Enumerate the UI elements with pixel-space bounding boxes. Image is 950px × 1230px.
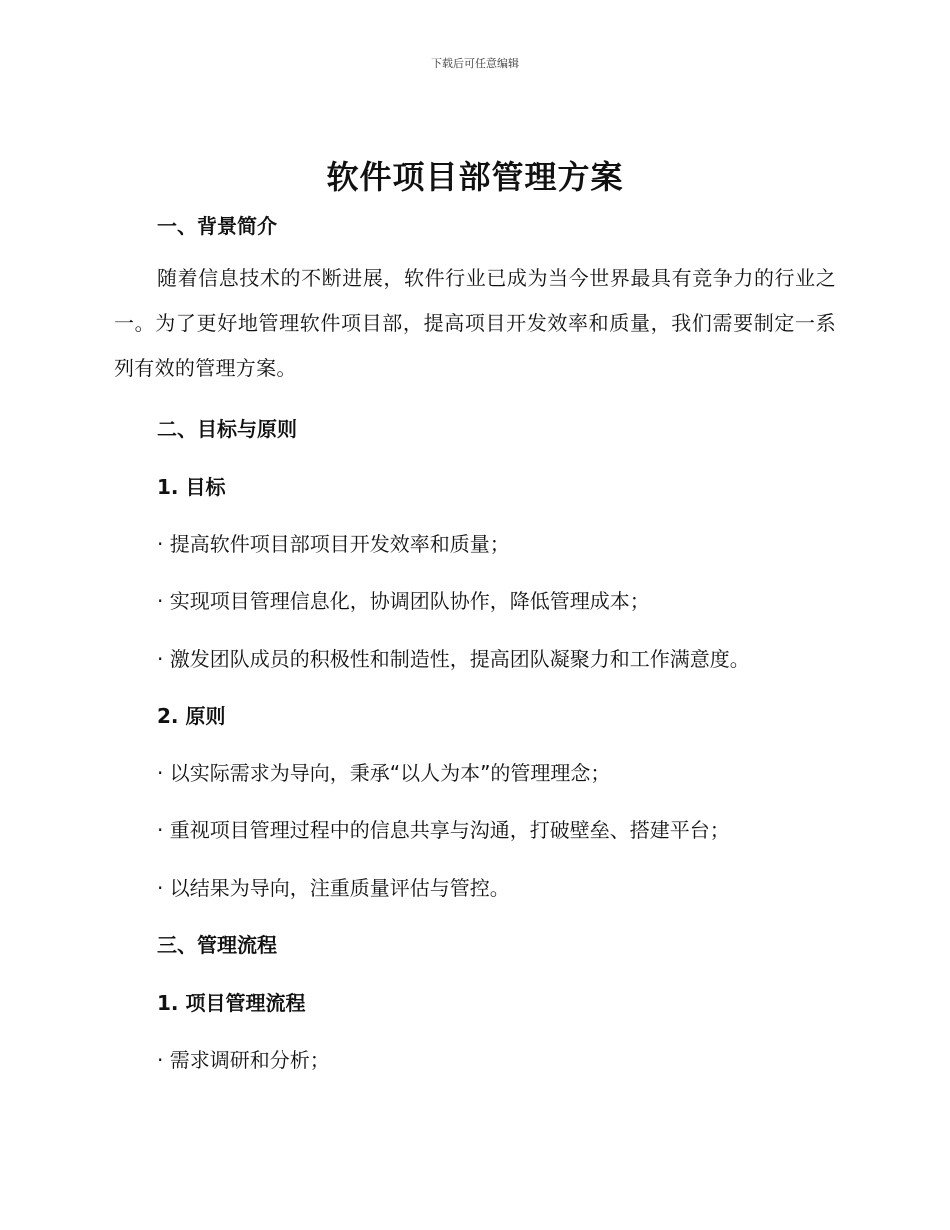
page-header-note: 下载后可任意编辑 — [431, 57, 519, 70]
section-heading-goals-principles: 二、目标与原则 — [157, 417, 297, 441]
document-title: 软件项目部管理方案 — [326, 158, 624, 196]
list-item: · 以结果为导向，注重质量评估与管控。 — [157, 876, 510, 900]
list-item: · 激发团队成员的积极性和制造性，提高团队凝聚力和工作满意度。 — [157, 647, 750, 671]
background-paragraph: 随着信息技术的不断进展，软件行业已成为当今世界最具有竞争力的行业之一。为了更好地管理软件项目部，提高项目开发效率和质量，我们需要制定一系列有效的管理方案。 — [114, 266, 836, 380]
list-item: · 提高软件项目部项目开发效率和质量； — [157, 532, 510, 556]
list-item: · 重视项目管理过程中的信息共享与沟通，打破壁垒、搭建平台； — [157, 818, 730, 842]
section-heading-background: 一、背景简介 — [157, 214, 277, 238]
subheading-principles: 2. 原则 — [157, 704, 226, 728]
section-heading-management-process: 三、管理流程 — [157, 933, 277, 957]
list-item: · 需求调研和分析； — [157, 1048, 330, 1072]
list-item: · 实现项目管理信息化，协调团队协作，降低管理成本； — [157, 589, 650, 613]
subheading-project-management-process: 1. 项目管理流程 — [157, 991, 306, 1015]
list-item: · 以实际需求为导向，秉承“以人为本”的管理理念； — [157, 761, 611, 785]
subheading-goals: 1. 目标 — [157, 475, 226, 499]
